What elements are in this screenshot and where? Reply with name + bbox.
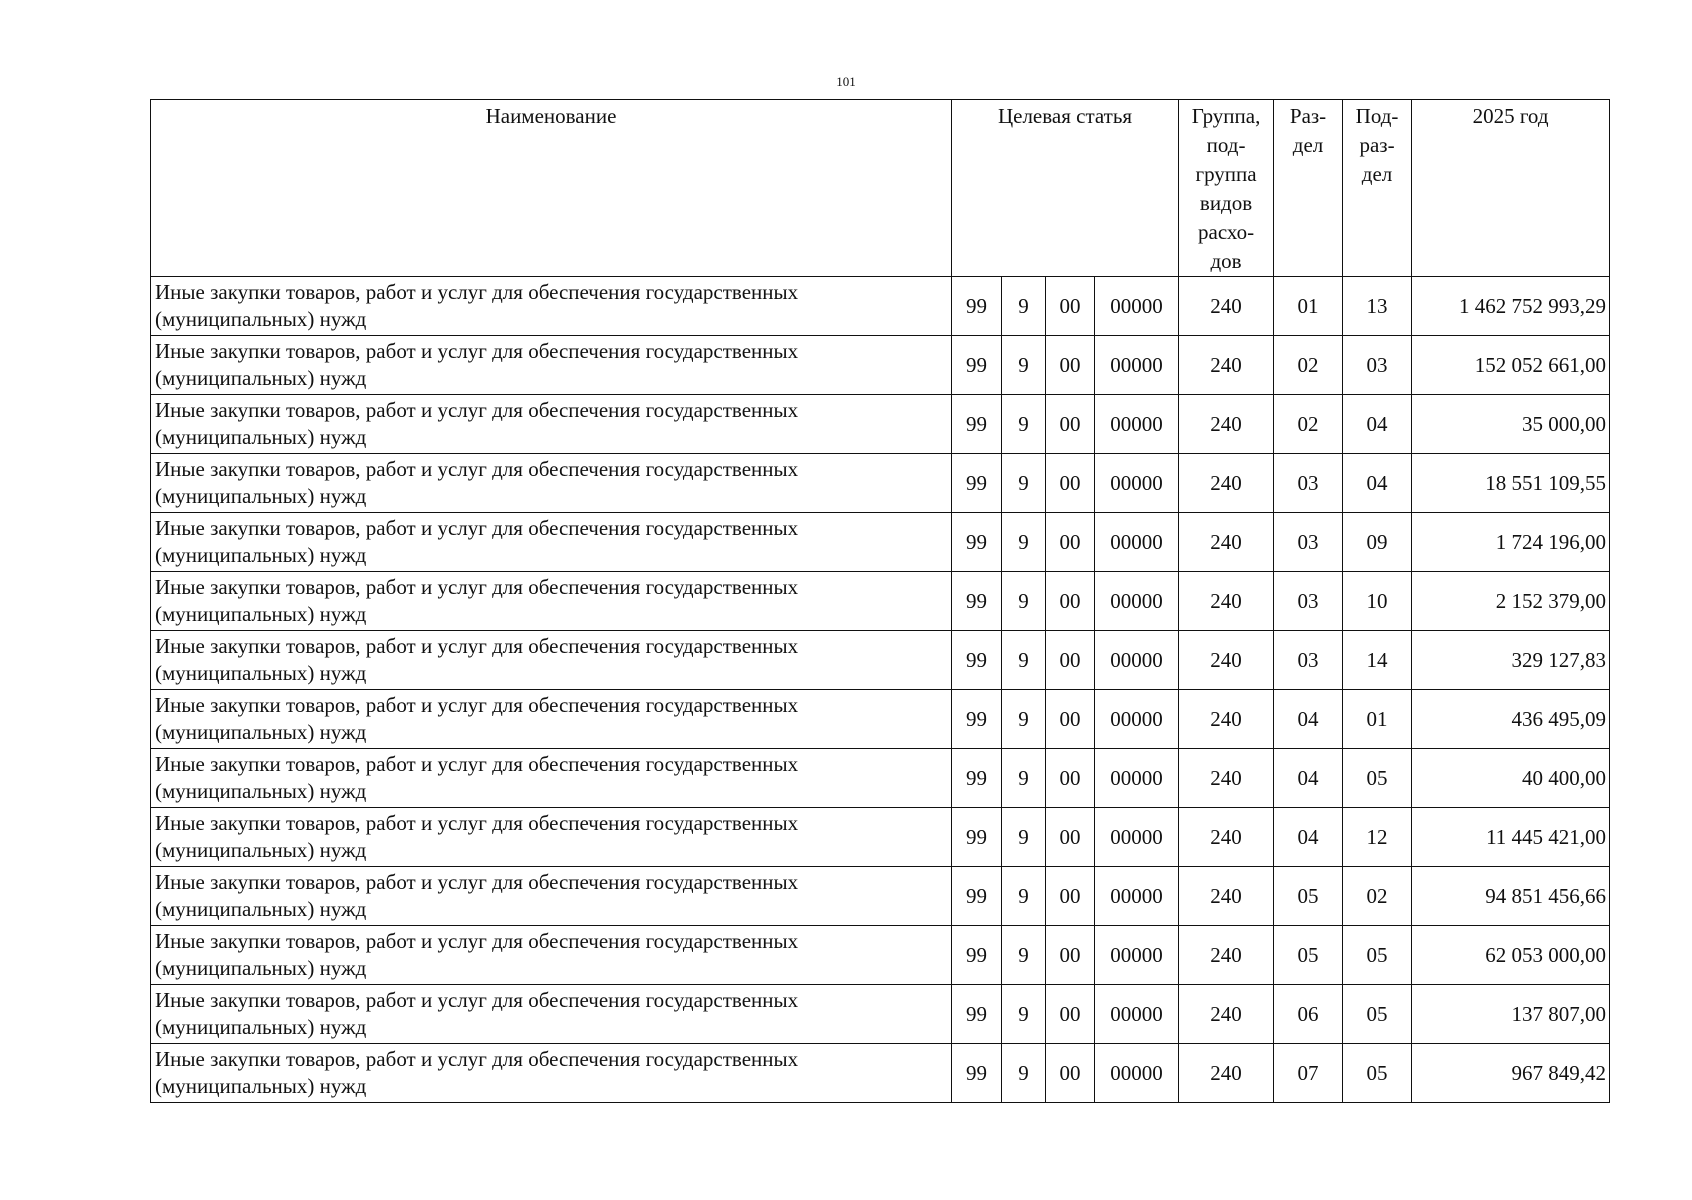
cell-expense-group: 240 <box>1179 808 1274 867</box>
cell-amount-2025: 329 127,83 <box>1412 631 1610 690</box>
header-row <box>151 100 1610 277</box>
cell-name-line-2: (муниципальных) нужд <box>155 366 367 390</box>
cell-program: 99 <box>952 985 1002 1044</box>
cell-subsection: 14 <box>1343 631 1412 690</box>
cell-program: 99 <box>952 395 1002 454</box>
cell-program: 99 <box>952 867 1002 926</box>
cell-main-event: 00 <box>1046 690 1095 749</box>
cell-name-line-1: Иные закупки товаров, работ и услуг для обеспечения государственных <box>155 988 799 1012</box>
table-row <box>151 395 1610 454</box>
cell-section: 02 <box>1274 336 1343 395</box>
table-row <box>151 749 1610 808</box>
cell-direction: 00000 <box>1095 690 1179 749</box>
cell-expense-group: 240 <box>1179 513 1274 572</box>
cell-name-line-1: Иные закупки товаров, работ и услуг для обеспечения государственных <box>155 339 799 363</box>
cell-main-event: 00 <box>1046 631 1095 690</box>
header-section <box>1274 100 1343 277</box>
header-expense-group <box>1179 100 1274 277</box>
table-row <box>151 808 1610 867</box>
cell-amount-2025: 94 851 456,66 <box>1412 867 1610 926</box>
cell-main-event: 00 <box>1046 1044 1095 1103</box>
header-target-article: Целевая статья <box>952 100 1179 277</box>
cell-direction: 00000 <box>1095 336 1179 395</box>
cell-name <box>151 985 952 1044</box>
cell-subprogram: 9 <box>1002 926 1046 985</box>
cell-amount-2025: 1 462 752 993,29 <box>1412 277 1610 336</box>
header-subsection-line: раз- <box>1359 133 1395 157</box>
cell-subsection: 05 <box>1343 926 1412 985</box>
cell-main-event: 00 <box>1046 867 1095 926</box>
header-expense-group-line: дов <box>1210 249 1242 273</box>
cell-subprogram: 9 <box>1002 867 1046 926</box>
cell-name-line-1: Иные закупки товаров, работ и услуг для обеспечения государственных <box>155 752 799 776</box>
header-expense-group-line: группа <box>1195 162 1257 186</box>
cell-subsection: 13 <box>1343 277 1412 336</box>
cell-amount-2025: 18 551 109,55 <box>1412 454 1610 513</box>
cell-subprogram: 9 <box>1002 985 1046 1044</box>
cell-program: 99 <box>952 749 1002 808</box>
cell-name-line-2: (муниципальных) нужд <box>155 484 367 508</box>
cell-direction: 00000 <box>1095 631 1179 690</box>
cell-direction: 00000 <box>1095 454 1179 513</box>
cell-amount-2025: 967 849,42 <box>1412 1044 1610 1103</box>
cell-name <box>151 867 952 926</box>
cell-program: 99 <box>952 1044 1002 1103</box>
cell-expense-group: 240 <box>1179 395 1274 454</box>
cell-subprogram: 9 <box>1002 572 1046 631</box>
cell-program: 99 <box>952 631 1002 690</box>
cell-name-line-1: Иные закупки товаров, работ и услуг для обеспечения государственных <box>155 575 799 599</box>
cell-name-line-2: (муниципальных) нужд <box>155 425 367 449</box>
header-expense-group-line: Группа, <box>1191 104 1261 128</box>
cell-direction: 00000 <box>1095 572 1179 631</box>
cell-amount-2025: 152 052 661,00 <box>1412 336 1610 395</box>
cell-name-line-1: Иные закупки товаров, работ и услуг для обеспечения государственных <box>155 1047 799 1071</box>
cell-main-event: 00 <box>1046 926 1095 985</box>
table-header <box>151 100 1610 277</box>
cell-section: 04 <box>1274 808 1343 867</box>
cell-program: 99 <box>952 808 1002 867</box>
cell-name <box>151 808 952 867</box>
header-expense-group-line: расхо- <box>1198 220 1255 244</box>
cell-name <box>151 513 952 572</box>
cell-subsection: 09 <box>1343 513 1412 572</box>
cell-name-line-1: Иные закупки товаров, работ и услуг для обеспечения государственных <box>155 929 799 953</box>
cell-name-line-2: (муниципальных) нужд <box>155 956 367 980</box>
table-row <box>151 867 1610 926</box>
cell-section: 07 <box>1274 1044 1343 1103</box>
table-row <box>151 454 1610 513</box>
table-row <box>151 631 1610 690</box>
cell-amount-2025: 436 495,09 <box>1412 690 1610 749</box>
cell-main-event: 00 <box>1046 985 1095 1044</box>
cell-program: 99 <box>952 513 1002 572</box>
cell-name-line-1: Иные закупки товаров, работ и услуг для обеспечения государственных <box>155 280 799 304</box>
header-expense-group-line: видов <box>1199 191 1253 215</box>
cell-name-line-2: (муниципальных) нужд <box>155 720 367 744</box>
table-row <box>151 926 1610 985</box>
cell-name-line-2: (муниципальных) нужд <box>155 1074 367 1098</box>
cell-amount-2025: 2 152 379,00 <box>1412 572 1610 631</box>
cell-direction: 00000 <box>1095 395 1179 454</box>
cell-name-line-2: (муниципальных) нужд <box>155 602 367 626</box>
cell-section: 05 <box>1274 926 1343 985</box>
cell-expense-group: 240 <box>1179 1044 1274 1103</box>
header-subsection-line: Под- <box>1355 104 1399 128</box>
cell-direction: 00000 <box>1095 513 1179 572</box>
cell-section: 02 <box>1274 395 1343 454</box>
cell-main-event: 00 <box>1046 395 1095 454</box>
cell-name <box>151 454 952 513</box>
cell-expense-group: 240 <box>1179 690 1274 749</box>
cell-expense-group: 240 <box>1179 631 1274 690</box>
budget-table <box>150 99 1610 1103</box>
cell-main-event: 00 <box>1046 808 1095 867</box>
cell-main-event: 00 <box>1046 572 1095 631</box>
cell-expense-group: 240 <box>1179 867 1274 926</box>
table-row <box>151 572 1610 631</box>
cell-subprogram: 9 <box>1002 277 1046 336</box>
table-row <box>151 1044 1610 1103</box>
cell-subprogram: 9 <box>1002 690 1046 749</box>
cell-expense-group: 240 <box>1179 572 1274 631</box>
page-number: 101 <box>836 74 856 89</box>
cell-direction: 00000 <box>1095 926 1179 985</box>
cell-name <box>151 690 952 749</box>
cell-subsection: 12 <box>1343 808 1412 867</box>
cell-expense-group: 240 <box>1179 336 1274 395</box>
cell-name-line-1: Иные закупки товаров, работ и услуг для обеспечения государственных <box>155 516 799 540</box>
cell-amount-2025: 35 000,00 <box>1412 395 1610 454</box>
header-subsection-line: дел <box>1361 162 1393 186</box>
cell-name <box>151 277 952 336</box>
cell-name <box>151 395 952 454</box>
cell-subsection: 05 <box>1343 749 1412 808</box>
table-row <box>151 985 1610 1044</box>
header-subsection <box>1343 100 1412 277</box>
cell-name <box>151 926 952 985</box>
header-name: Наименование <box>151 100 952 277</box>
cell-name <box>151 1044 952 1103</box>
cell-subsection: 02 <box>1343 867 1412 926</box>
cell-name-line-2: (муниципальных) нужд <box>155 661 367 685</box>
cell-name-line-2: (муниципальных) нужд <box>155 838 367 862</box>
table-body <box>151 277 1610 1103</box>
cell-main-event: 00 <box>1046 336 1095 395</box>
cell-expense-group: 240 <box>1179 926 1274 985</box>
cell-direction: 00000 <box>1095 277 1179 336</box>
cell-subprogram: 9 <box>1002 808 1046 867</box>
cell-name <box>151 631 952 690</box>
cell-subprogram: 9 <box>1002 1044 1046 1103</box>
cell-subprogram: 9 <box>1002 336 1046 395</box>
cell-program: 99 <box>952 926 1002 985</box>
cell-name-line-1: Иные закупки товаров, работ и услуг для обеспечения государственных <box>155 693 799 717</box>
cell-program: 99 <box>952 277 1002 336</box>
cell-name-line-2: (муниципальных) нужд <box>155 1015 367 1039</box>
cell-main-event: 00 <box>1046 513 1095 572</box>
cell-subprogram: 9 <box>1002 631 1046 690</box>
cell-subprogram: 9 <box>1002 454 1046 513</box>
cell-expense-group: 240 <box>1179 985 1274 1044</box>
cell-name-line-1: Иные закупки товаров, работ и услуг для обеспечения государственных <box>155 634 799 658</box>
cell-section: 03 <box>1274 572 1343 631</box>
cell-direction: 00000 <box>1095 867 1179 926</box>
cell-name <box>151 336 952 395</box>
cell-section: 03 <box>1274 513 1343 572</box>
cell-subsection: 04 <box>1343 454 1412 513</box>
table-row <box>151 277 1610 336</box>
cell-amount-2025: 1 724 196,00 <box>1412 513 1610 572</box>
cell-subprogram: 9 <box>1002 749 1046 808</box>
cell-direction: 00000 <box>1095 749 1179 808</box>
cell-main-event: 00 <box>1046 749 1095 808</box>
table-row <box>151 690 1610 749</box>
cell-section: 01 <box>1274 277 1343 336</box>
cell-expense-group: 240 <box>1179 749 1274 808</box>
cell-subprogram: 9 <box>1002 513 1046 572</box>
cell-expense-group: 240 <box>1179 277 1274 336</box>
cell-subsection: 03 <box>1343 336 1412 395</box>
cell-section: 04 <box>1274 749 1343 808</box>
cell-name-line-1: Иные закупки товаров, работ и услуг для обеспечения государственных <box>155 811 799 835</box>
cell-name-line-1: Иные закупки товаров, работ и услуг для обеспечения государственных <box>155 870 799 894</box>
cell-direction: 00000 <box>1095 985 1179 1044</box>
cell-subsection: 05 <box>1343 985 1412 1044</box>
header-expense-group-line: под- <box>1206 133 1246 157</box>
cell-name <box>151 572 952 631</box>
cell-name-line-1: Иные закупки товаров, работ и услуг для обеспечения государственных <box>155 457 799 481</box>
header-year: 2025 год <box>1412 100 1610 277</box>
cell-program: 99 <box>952 572 1002 631</box>
cell-subsection: 04 <box>1343 395 1412 454</box>
cell-subsection: 10 <box>1343 572 1412 631</box>
cell-expense-group: 240 <box>1179 454 1274 513</box>
cell-section: 03 <box>1274 631 1343 690</box>
cell-direction: 00000 <box>1095 1044 1179 1103</box>
cell-program: 99 <box>952 454 1002 513</box>
cell-subsection: 05 <box>1343 1044 1412 1103</box>
cell-name <box>151 749 952 808</box>
cell-section: 03 <box>1274 454 1343 513</box>
cell-name-line-2: (муниципальных) нужд <box>155 307 367 331</box>
cell-section: 06 <box>1274 985 1343 1044</box>
cell-amount-2025: 62 053 000,00 <box>1412 926 1610 985</box>
table-row <box>151 513 1610 572</box>
cell-amount-2025: 40 400,00 <box>1412 749 1610 808</box>
cell-section: 04 <box>1274 690 1343 749</box>
header-section-line: дел <box>1292 133 1324 157</box>
cell-name-line-2: (муниципальных) нужд <box>155 897 367 921</box>
cell-name-line-2: (муниципальных) нужд <box>155 543 367 567</box>
cell-name-line-1: Иные закупки товаров, работ и услуг для обеспечения государственных <box>155 398 799 422</box>
header-section-line: Раз- <box>1289 104 1327 128</box>
cell-direction: 00000 <box>1095 808 1179 867</box>
cell-main-event: 00 <box>1046 277 1095 336</box>
cell-main-event: 00 <box>1046 454 1095 513</box>
cell-program: 99 <box>952 336 1002 395</box>
cell-program: 99 <box>952 690 1002 749</box>
cell-subprogram: 9 <box>1002 395 1046 454</box>
cell-name-line-2: (муниципальных) нужд <box>155 779 367 803</box>
table-row <box>151 336 1610 395</box>
cell-subsection: 01 <box>1343 690 1412 749</box>
cell-amount-2025: 137 807,00 <box>1412 985 1610 1044</box>
cell-section: 05 <box>1274 867 1343 926</box>
cell-amount-2025: 11 445 421,00 <box>1412 808 1610 867</box>
